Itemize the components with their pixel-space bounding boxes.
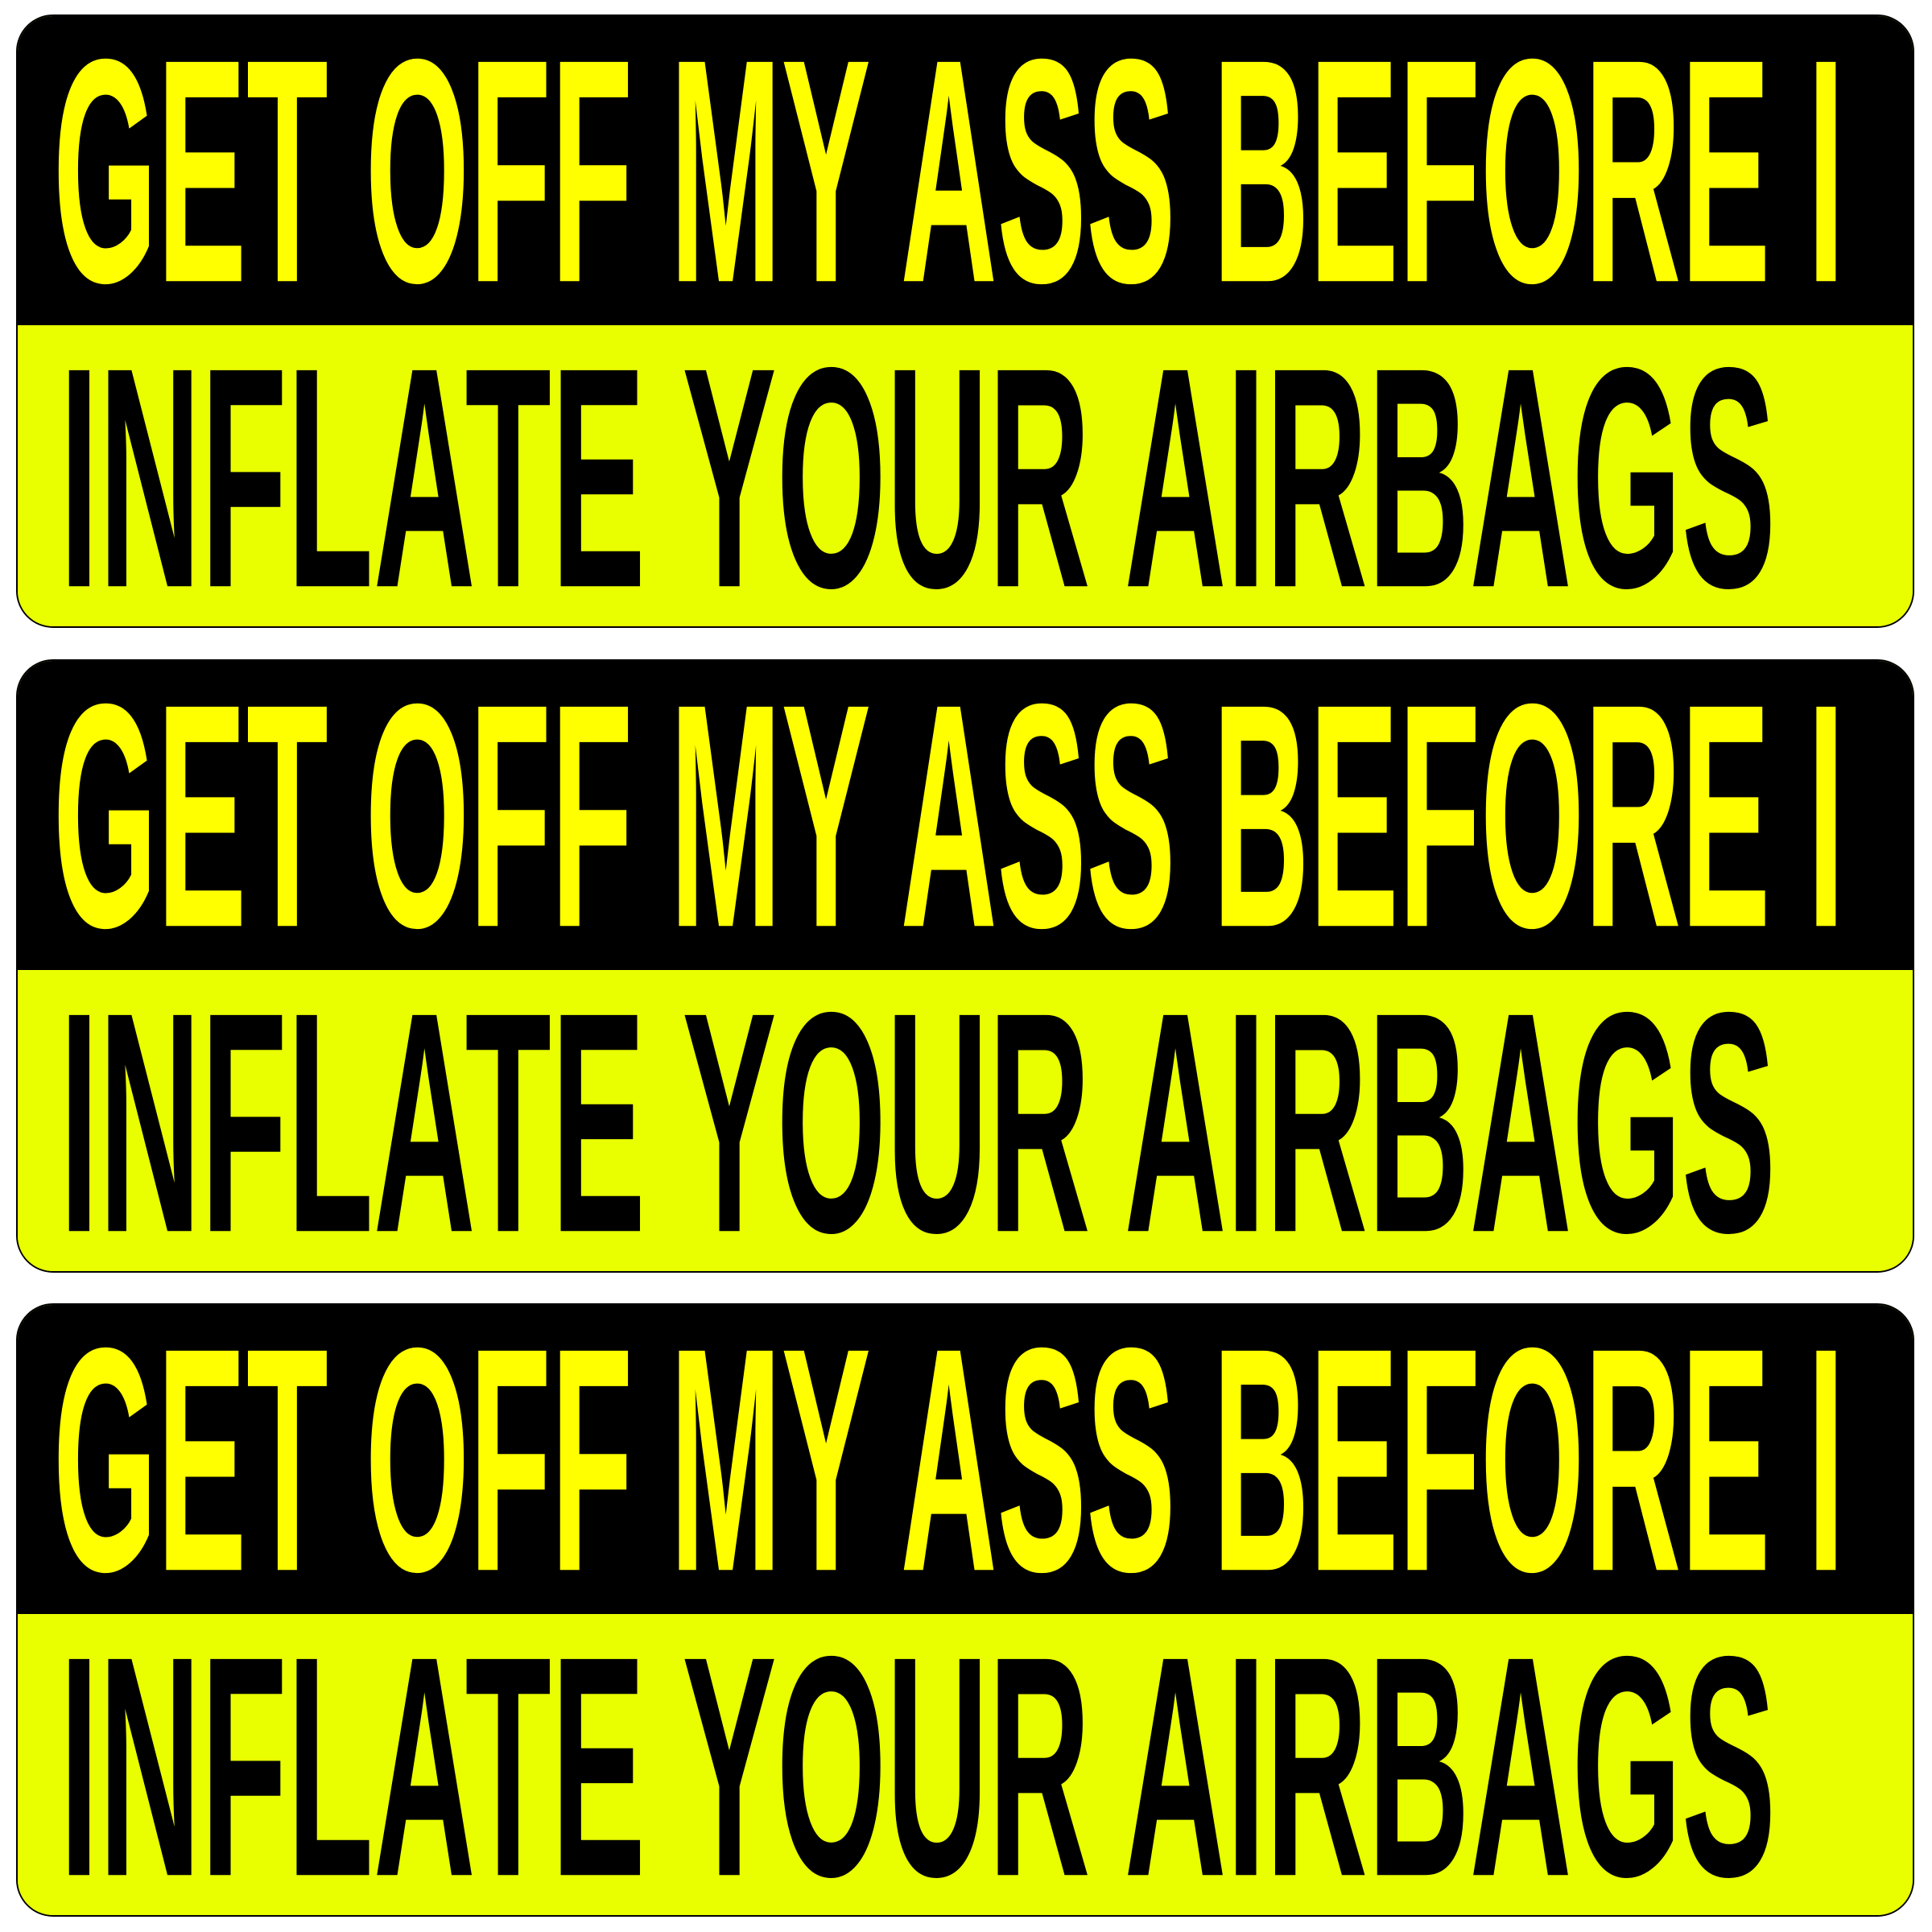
- sticker-bottom-band: [18, 325, 1913, 628]
- sticker-top-band: [18, 1305, 1913, 1614]
- sticker-2: [16, 659, 1914, 1273]
- sticker-bottom-text: INFLATE YOUR AIRBAGS: [60, 1614, 1777, 1917]
- sticker-top-band: [18, 661, 1913, 970]
- sticker-top-band: [18, 16, 1913, 325]
- sticker-bottom-band: [18, 970, 1913, 1273]
- sticker-top-text: GET OFF MY ASS BEFORE I: [53, 16, 1845, 325]
- sticker-bottom-band: [18, 1614, 1913, 1917]
- sticker-bottom-text: INFLATE YOUR AIRBAGS: [60, 325, 1777, 628]
- sticker-3: [16, 1303, 1914, 1917]
- sticker-bottom-text: INFLATE YOUR AIRBAGS: [60, 970, 1777, 1273]
- sticker-1: [16, 14, 1914, 628]
- sticker-top-text: GET OFF MY ASS BEFORE I: [53, 661, 1845, 970]
- sticker-top-text: GET OFF MY ASS BEFORE I: [53, 1305, 1845, 1614]
